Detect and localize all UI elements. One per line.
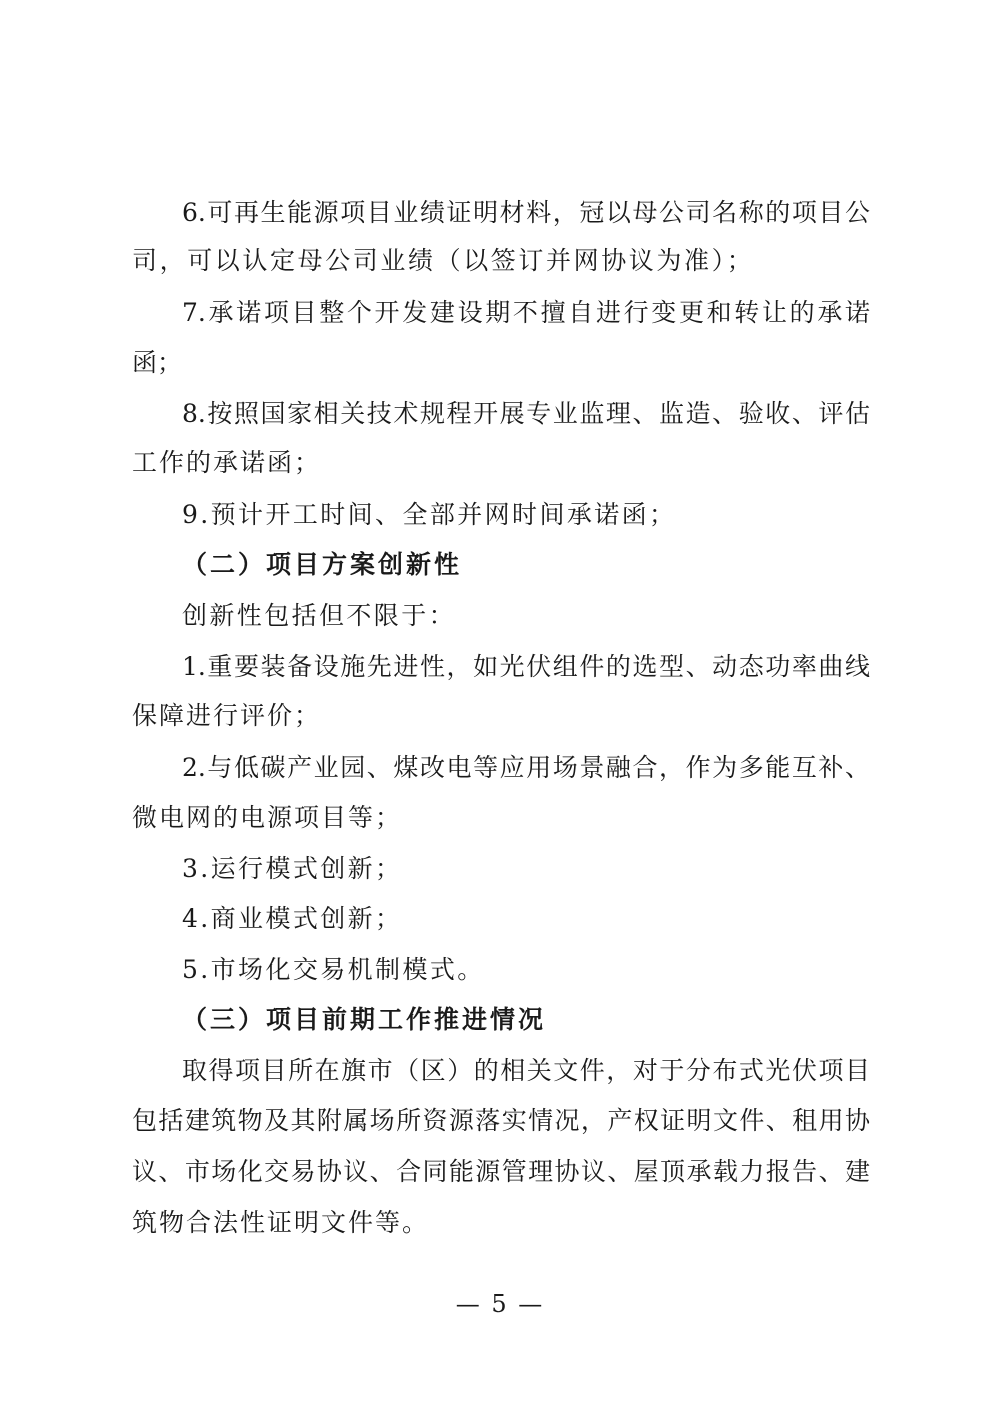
paragraph-line: 保障进行评价； [132, 701, 322, 730]
paragraph-line: 取得项目所在旗市（区）的相关文件，对于分布式光伏项目 [182, 1056, 870, 1085]
paragraph-line: 函； [132, 348, 183, 377]
paragraph-line: 4.商业模式创新； [182, 904, 403, 933]
paragraph-line: 包括建筑物及其附属场所资源落实情况，产权证明文件、租用协 [132, 1106, 870, 1135]
paragraph-line: 9.预计开工时间、全部并网时间承诺函； [182, 500, 677, 529]
paragraph-line: 工作的承诺函； [132, 448, 322, 477]
paragraph-line: 2.与低碳产业园、煤改电等应用场景融合，作为多能互补、 [182, 753, 870, 782]
paragraph-line: 司，可以认定母公司业绩（以签订并网协议为准）； [132, 246, 755, 275]
page-number: — 5 — [455, 1290, 545, 1318]
paragraph-line: 1.重要装备设施先进性，如光伏组件的选型、动态功率曲线 [182, 652, 870, 681]
section-heading: （三）项目前期工作推进情况 [182, 1005, 547, 1034]
section-heading: （二）项目方案创新性 [182, 550, 463, 579]
paragraph-line: 议、市场化交易协议、合同能源管理协议、屋顶承载力报告、建 [132, 1157, 870, 1186]
paragraph-line: 6.可再生能源项目业绩证明材料，冠以母公司名称的项目公 [182, 198, 870, 227]
paragraph-line: 创新性包括但不限于： [182, 601, 457, 630]
paragraph-line: 3.运行模式创新； [182, 854, 403, 883]
paragraph-line: 7.承诺项目整个开发建设期不擅自进行变更和转让的承诺 [182, 298, 870, 327]
paragraph-line: 微电网的电源项目等； [132, 803, 403, 832]
paragraph-line: 筑物合法性证明文件等。 [132, 1208, 430, 1237]
paragraph-line: 8.按照国家相关技术规程开展专业监理、监造、验收、评估 [182, 399, 870, 428]
paragraph-line: 5.市场化交易机制模式。 [182, 955, 485, 984]
